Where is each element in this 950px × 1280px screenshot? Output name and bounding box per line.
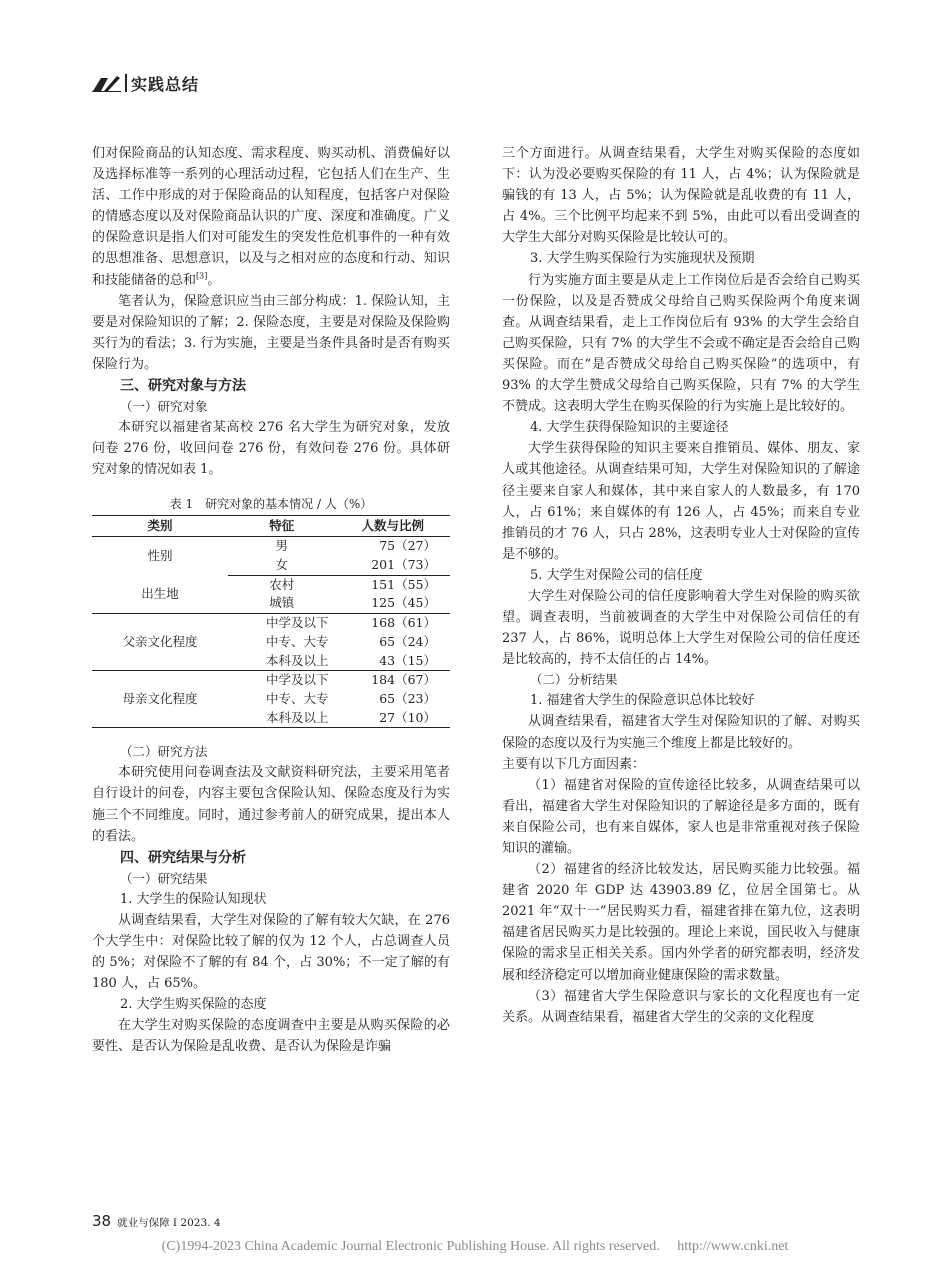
paragraph: 行为实施方面主要是从走上工作岗位后是否会给自己购买一份保险，以及是否赞成父母给自己购买保险两个角度来调查。从调查结果看，走上工作岗位后有 93% 的大学生会给自己购买保险，只有 7% 的大学生不会或不确定是否会给自己购买保险。而在“是否赞成父母给自己购买保险”的选项中，有 93% 的大学生赞成父母给自己购买保险，只有 7% 的大学生不赞成。这表明大学生在购买保险的行为实施上是比较好的。 [502,272,860,415]
value-cell: 151（55） [371,576,436,592]
section-heading: 三、研究对象与方法 [120,378,246,395]
feature-cell: 中专、大专 [266,690,329,706]
paragraph: （1）福建省对保险的宣传途径比较多，从调查结果可以看出，福建省大学生对保险知识的了解途径是多方面的，既有来自保险公司，也有来自媒体，家人也是非常重视对孩子保险知识的灌输。 [502,777,860,856]
right-column [502,143,860,1028]
citation: [3] [196,271,208,281]
value-cell: 168（61） [371,615,436,631]
item-heading: 1. 福建省大学生的保险意识总体比较好 [530,693,755,709]
table-row [92,537,450,556]
item-heading: 4. 大学生获得保险知识的主要途径 [530,420,729,436]
table-header-row [92,516,450,537]
running-header [92,72,199,94]
paragraph: 在大学生对购买保险的态度调查中主要是从购买保险的必要性、是否认为保险是乱收费、是否认为保险是诈骗 [92,1018,450,1055]
section-title: 实践总结 [131,74,200,94]
column-header: 人数与比例 [335,516,450,537]
value-cell: 27（10） [335,709,450,728]
subsection-heading: （二）研究方法 [120,744,208,760]
feature-cell: 中专、大专 [266,633,329,649]
value-cell: 65（24） [379,633,436,649]
table-1 [92,495,450,728]
category-cell: 母亲文化程度 [92,671,228,728]
copyright-watermark: (C)1994-2023 China Academic Journal Electronic Publishing House. All rights reserved. http://www.cnki.net [161,1239,789,1254]
left-column [92,143,450,1057]
item-heading: 2. 大学生购买保险的态度 [120,997,267,1013]
table-caption: 表 1 研究对象的基本情况 / 人（%） [169,497,373,512]
value-cell: 201（73） [335,556,450,575]
subsection-heading: （二）分析结果 [530,672,618,688]
value-cell: 184（67） [371,672,436,688]
subsection-heading: （一）研究对象 [120,399,208,415]
feature-cell: 中学及以下 [266,672,329,688]
category-cell: 出生地 [92,575,228,613]
page-number: 38 [92,1212,112,1230]
feature-cell: 本科及以上 [228,652,335,671]
feature-cell: 农村 [269,576,295,592]
paragraph: 本研究以福建省某高校 276 名大学生为研究对象，发放问卷 276 份，收回问卷 276 份，有效问卷 276 份。具体研究对象的情况如表 1。 [92,420,450,478]
paragraph: 从调查结果看，大学生对保险的了解有较大欠缺，在 276 个大学生中：对保险比较了解的仅为 12 个人，占总调查人员的 5%；对保险不了解的有 84 个，占 30%；不一定了解的有 180 人，占 65%。 [92,912,450,992]
category-cell: 性别 [147,547,173,563]
paragraph-text: 。 [207,272,221,288]
paragraph [92,143,450,291]
table-row [92,575,450,594]
page-footer [92,1212,221,1230]
paragraph: 从调查结果看，福建省大学生对保险知识的了解、对购买保险的态度以及行为实施三个维度上都是比较好的。 [502,714,860,751]
paragraph: 笔者认为，保险意识应当由三部分构成：1. 保险认知，主要是对保险知识的了解；2. 保险态度，主要是对保险及保险购买行为的看法；3. 行为实施，主要是当条件具备时是否有购买保险行为。 [92,293,450,372]
journal-name: 就业与保障 I 2023. 4 [117,1217,221,1229]
feature-cell: 女 [228,556,335,575]
pen-logo-icon [92,74,122,92]
value-cell: 75（27） [379,538,436,554]
value-cell: 125（45） [335,594,450,613]
paragraph: 主要有以下几方面因素： [502,756,646,772]
feature-cell: 男 [275,538,288,554]
item-heading: 5. 大学生对保险公司的信任度 [530,567,703,583]
paragraph: （3）福建省大学生保险意识与家长的文化程度也有一定关系。从调查结果看，福建省大学生的父亲的文化程度 [502,988,860,1025]
paragraph-text: 们对保险商品的认知态度、需求程度、购买动机、消费偏好以及选择标准等一系列的心理活动过程，它包括人们在生产、生活、工作中形成的对于保险商品的认知程度，包括客户对保险的情感态度以及对保险商品认识的广度、深度和准确度。广义的保险意识是指人们对可能发生的突发性危机事件的一种有效的思想准备、思想意识，以及与之相对应的态度和行动、知识和技能储备的总和 [92,146,450,288]
paragraph: 三个方面进行。从调查结果看，大学生对购买保险的态度如下：认为没必要购买保险的有 11 人，占 4%；认为保险就是骗钱的有 13 人，占 5%；认为保险就是乱收费的有 11 人，占 4%。三个比例平均起来不到 5%，由此可以看出受调查的大学生大部分对购买保险是比较认可的。 [502,146,860,246]
value-cell: 43（15） [335,652,450,671]
header-divider [125,74,127,92]
category-cell: 父亲文化程度 [92,614,228,671]
table-row [92,614,450,633]
value-cell: 65（23） [379,690,436,706]
paragraph: （2）福建省的经济比较发达，居民购买能力比较强。福建省 2020 年 GDP 达 43903.89 亿，位居全国第七。从 2021 年“双十一”居民购买力看，福建省排在第九位，这表明福建省居民购买力是比较强的。理论上来说，国民收入与健康保险的需求呈正相关关系。国内外学者的研究都表明，经济发展和经济稳定可以增加商业健康保险的需求数量。 [502,862,860,983]
feature-cell: 本科及以上 [228,709,335,728]
item-heading: 3. 大学生购买保险行为实施现状及预期 [530,251,755,267]
paragraph: 本研究使用问卷调查法及文献资料研究法，主要采用笔者自行设计的问卷，内容主要包含保险认知、保险态度及行为实施三个不同维度。同时，通过参考前人的研究成果，提出本人的看法。 [92,765,450,844]
subsection-heading: （一）研究结果 [120,870,208,886]
data-table [92,515,450,728]
paragraph: 大学生对保险公司的信任度影响着大学生对保险的购买欲望。调查表明，当前被调查的大学生中对保险公司信任的有 237 人，占 86%，说明总体上大学生对保险公司的信任度还是比较高的，持不太信任的占 14%。 [502,588,860,668]
table-row [92,671,450,690]
item-heading: 1. 大学生的保险认知现状 [120,891,267,907]
column-header: 特征 [228,516,335,537]
column-header: 类别 [92,516,228,537]
feature-cell: 中学及以下 [266,615,329,631]
paragraph: 大学生获得保险的知识主要来自推销员、媒体、朋友、家人或其他途径。从调查结果可知，大学生对保险知识的了解途径主要来自家人和媒体，其中来自家人的人数最多，有 170 人，占 61%；来自媒体的有 126 人，占 45%；而来自专业推销员的才 76 人，只占 28%，这表明专业人士对保险的宣传是不够的。 [502,441,860,562]
section-heading: 四、研究结果与分析 [120,849,246,866]
feature-cell: 城镇 [228,594,335,613]
